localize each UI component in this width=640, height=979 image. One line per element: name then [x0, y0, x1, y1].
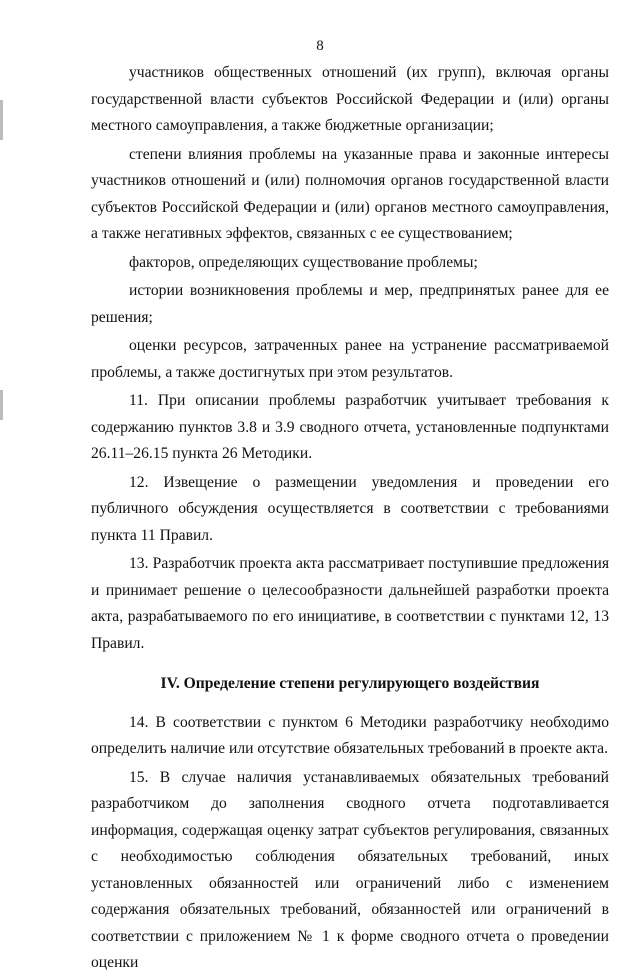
section-heading: IV. Определение степени регулирующего воздействия [160, 675, 540, 692]
paragraph: 11. При описании проблемы разработчик учитывает требования к содержанию пунктов 3.8 и 3.9 сводного отчета, установленные подпунктами 26.11–26.15 пункта 26 Методики. [91, 392, 609, 462]
paragraph: оценки ресурсов, затраченных ранее на устранение рассматриваемой проблемы, а также достигнутых при этом результатов. [91, 337, 609, 381]
paragraph: 13. Разработчик проекта акта рассматривает поступившие предложения и принимает решение о целесообразности дальнейшей разработки проекта акта, разрабатываемого по его инициативе, в соответствии с пунктами 12, 13 Правил. [91, 555, 609, 652]
paragraph: степени влияния проблемы на указанные права и законные интересы участников отношений и (или) полномочия органов государственной власти субъектов Российской Федерации и (или) органов местного самоуправления, а также негативных эффектов, связанных с ее существованием; [91, 145, 609, 242]
document-body [91, 60, 609, 979]
paragraph: 12. Извещение о размещении уведомления и проведении его публичного обсуждения осуществляется в соответствии с требованиями пункта 11 Правил. [91, 473, 609, 544]
paragraph: 15. В случае наличия устанавливаемых обязательных требований разработчиком до заполнения сводного отчета подготавливается информация, содержащая оценку затрат субъектов регулирования, связанных с необходимостью соблюдения обязательных требований, иных установленных обязанностей или ограничений либо с изменением содержания обязательных требований, обязанностей или ограничений в соответствии с приложением № 1 к форме сводного отчета о проведении оценки [91, 768, 609, 971]
paragraph: 14. В соответствии с пунктом 6 Методики разработчику необходимо определить наличие или отсутствие обязательных требований в проекте акта. [91, 713, 609, 757]
scan-margin-mark [0, 100, 3, 140]
scan-margin-mark [0, 390, 3, 420]
paragraph: истории возникновения проблемы и мер, предпринятых ранее для ее решения; [91, 282, 609, 326]
paragraph: факторов, определяющих существование проблемы; [129, 253, 478, 271]
paragraph: участников общественных отношений (их групп), включая органы государственной власти субъектов Российской Федерации и (или) органы местного самоуправления, а также бюджетные организации; [91, 64, 609, 134]
page-number: 8 [316, 38, 324, 54]
